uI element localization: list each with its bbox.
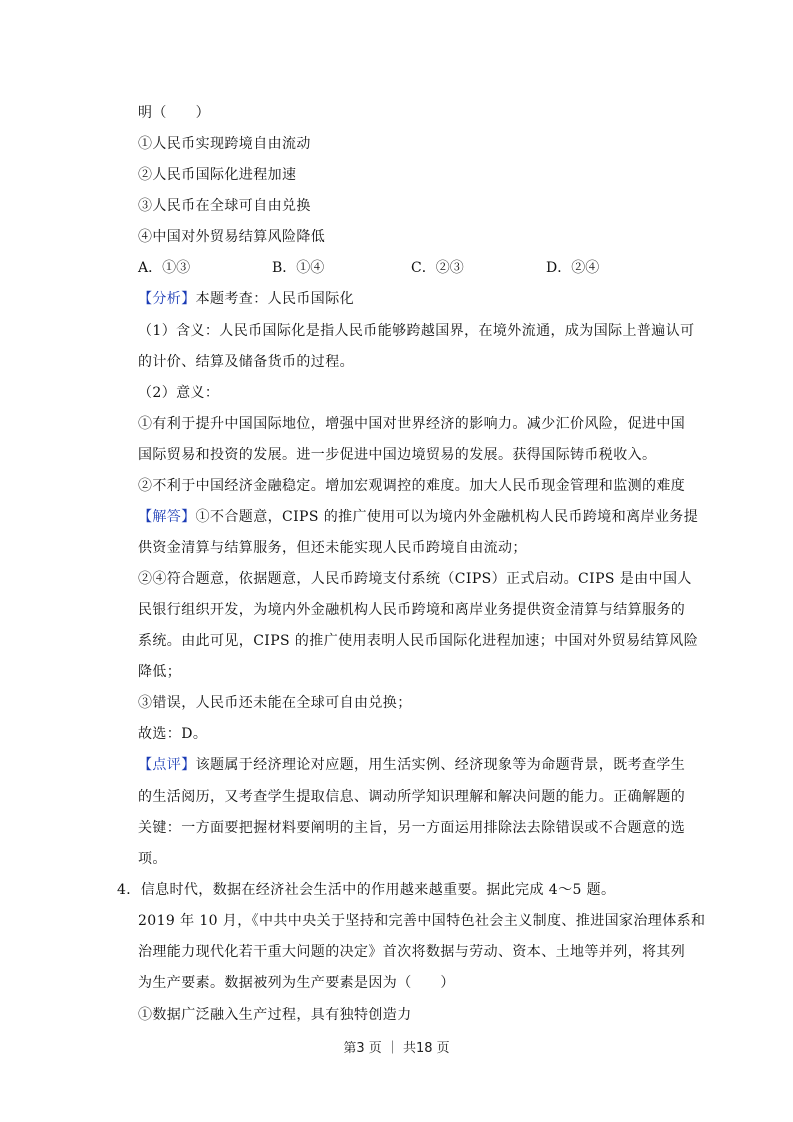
solution-line: 民银行组织开发，为境内外金融机构人民币跨境和离岸业务提供资金清算与结算服务的 [138, 602, 686, 618]
question-4-statement-1: ①数据广泛融入生产过程，具有独特创造力 [138, 1007, 412, 1023]
analysis-line: （1）含义：人民币国际化是指人民币能够跨越国界，在境外流通，成为国际上普遍认可 [138, 323, 695, 339]
option-b: B．①④ [272, 260, 325, 276]
comment-tag: 【点评】 [138, 757, 196, 773]
analysis-tag: 【分析】 [138, 291, 196, 307]
analysis-line: 国际贸易和投资的发展。进一步促进中国边境贸易的发展。获得国际铸币税收入。 [138, 447, 657, 463]
comment-line: 项。 [138, 851, 167, 867]
comment-text: 该题属于经济理论对应题，用生活实例、经济现象等为命题背景，既考查学生 [195, 757, 686, 773]
question-4-stem: 2019 年 10 月，《中共中央关于坚持和完善中国特色社会主义制度、推进国家治理体系和 [138, 913, 706, 929]
statement-3: ③人民币在全球可自由兑换 [138, 198, 311, 214]
comment-heading [138, 755, 685, 775]
statement-1: ①人民币实现跨境自由流动 [138, 136, 311, 152]
question-4-stem: 治理能力现代化若干重大问题的决定》首次将数据与劳动、资本、土地等并列，将其列 [138, 944, 686, 960]
solution-line: ②④符合题意，依据题意，人民币跨境支付系统（CIPS）正式启动。CIPS 是由中国人 [138, 571, 692, 587]
statement-2: ②人民币国际化进程加速 [138, 167, 297, 183]
option-c: C．②③ [411, 260, 464, 276]
comment-line: 关键：一方面要把握材料要阐明的主旨，另一方面运用排除法去除错误或不合题意的选 [138, 820, 686, 836]
solution-line: 供资金清算与结算服务，但还未能实现人民币跨境自由流动； [138, 540, 527, 556]
analysis-topic: 本题考查：人民币国际化 [195, 291, 355, 307]
solution-heading [138, 507, 698, 527]
solution-text: ①不合题意，CIPS 的推广使用可以为境内外金融机构人民币跨境和离岸业务提 [195, 509, 699, 525]
solution-line: ③错误，人民币还未能在全球可自由兑换； [138, 695, 412, 711]
solution-answer: 故选：D。 [138, 726, 208, 742]
analysis-line: ②不利于中国经济金融稳定。增加宏观调控的难度。加大人民币现金管理和监测的难度 [138, 478, 686, 494]
solution-line: 系统。由此可见，CIPS 的推广使用表明人民币国际化进程加速；中国对外贸易结算风险 [138, 633, 699, 649]
option-a: A．①③ [138, 260, 191, 276]
analysis-heading [138, 289, 354, 309]
page-footer: 第3 页 ｜ 共18 页 [343, 1041, 450, 1056]
analysis-line: ①有利于提升中国国际地位，增强中国对世界经济的影响力。减少汇价风险，促进中国 [138, 416, 686, 432]
comment-line: 的生活阅历，又考查学生提取信息、调动所学知识理解和解决问题的能力。正确解题的 [138, 789, 686, 805]
analysis-line: （2）意义： [138, 385, 220, 401]
analysis-line: 的计价、结算及储备货币的过程。 [138, 354, 354, 370]
statement-4: ④中国对外贸易结算风险降低 [138, 229, 326, 245]
solution-tag: 【解答】 [138, 509, 196, 525]
option-d: D．②④ [546, 260, 600, 276]
question-4-stem: 为生产要素。数据被列为生产要素是因为（ ） [138, 975, 455, 991]
question-4-title: 4．信息时代，数据在经济社会生活中的作用越来越重要。据此完成 4～5 题。 [117, 882, 616, 898]
solution-line: 降低； [138, 664, 182, 680]
question-stem-end: 明（ ） [138, 105, 210, 121]
